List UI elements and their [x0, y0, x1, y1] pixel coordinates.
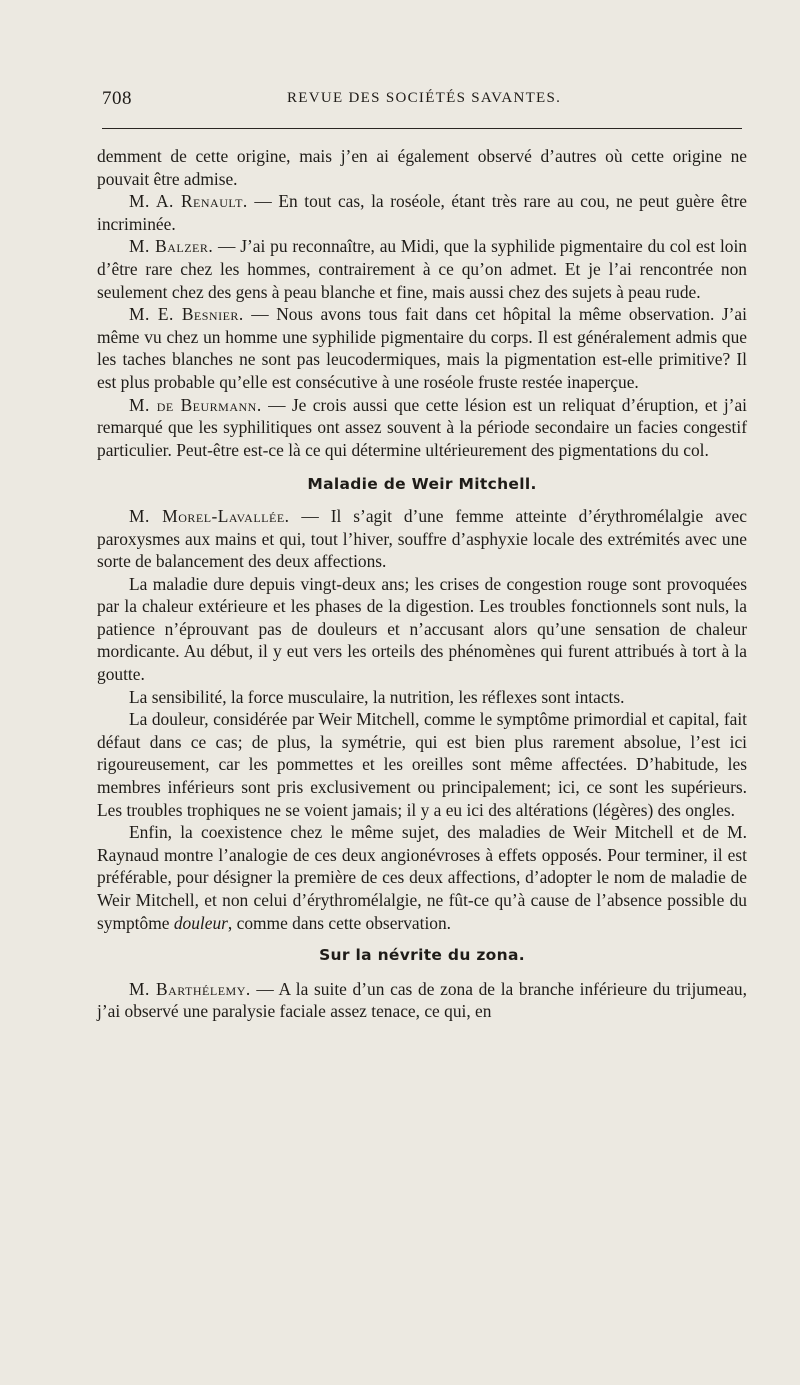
- paragraph-text: — A la suite d’un cas de zona de la branche inférieure du trijumeau, j’ai observé une paralysie faciale assez tenace, ce qui, en: [97, 978, 747, 1022]
- article-body: [97, 145, 747, 1023]
- speaker-name: M. Barthélemy.: [129, 978, 251, 999]
- header-rule: [102, 128, 742, 129]
- paragraph-text: — Je crois aussi que cette lésion est un reliquat d’éruption, et j’ai remarqué que les syphilitiques ont assez souvent à la période secondaire un facies congestif particulier. Peut-être est-ce là ce qui détermine ultérieurement des pigmentations du col.: [97, 394, 747, 460]
- page-header: [102, 88, 742, 112]
- paragraph: [97, 821, 747, 934]
- page-number: 708: [102, 88, 132, 109]
- section-spacer: [97, 967, 747, 978]
- paragraph-text: , comme dans cette observation.: [227, 912, 452, 933]
- paragraph-text: — En tout cas, la roséole, étant très rare au cou, ne peut guère être incriminée.: [97, 191, 747, 234]
- paragraph-text: Enfin, la coexistence chez le même sujet, des maladies de Weir Mitchell et de M. Raynaud montre l’analogie de ces deux angionévroses à effets opposés. Pour terminer, il est préférable, pour désigner la première de ces deux affections, d’adopter le nom de maladie de Weir Mitchell, et non celui d’érythromélalgie, ne fût-ce qu’à cause de l’absence possible du symptôme: [97, 822, 747, 933]
- paragraph-text: — J’ai pu reconnaître, au Midi, que la syphilide pigmentaire du col est loin d’être rare chez les hommes, contrairement à ce qu’on admet. Et je l’ai rencontrée non seulement chez des gens à peau blanche et fine, mais aussi chez des sujets à peau rude.: [97, 236, 748, 302]
- paragraph: La douleur, considérée par Weir Mitchell, comme le symptôme primordial et capital, fait défaut dans ce cas; de plus, la symétrie, qui est bien plus rarement absolue, l’est ici rigoureusement, car les pommettes et les oreilles sont même affectées. D’habitude, les membres inférieurs sont pris exclusivement ou principalement; ici, ce sont les supérieurs. Les troubles trophiques ne se voient jamais; il y a eu ici des altérations (légères) des ongles.: [97, 709, 747, 820]
- section-spacer: [97, 934, 747, 944]
- paragraph: La maladie dure depuis vingt-deux ans; les crises de congestion rouge sont provoquées par la chaleur extérieure et les phases de la digestion. Les troubles fonctionnels sont nuls, la patience n’éprouvant pas de douleurs et n’accusant alors qu’une sensation de chaleur mordicante. Au début, il y eut vers les orteils des phénomènes qui furent attribués à tort à la goutte.: [97, 573, 747, 685]
- running-title: REVUE DES SOCIÉTÉS SAVANTES.: [287, 90, 562, 106]
- section-spacer: [97, 461, 747, 473]
- section-heading: Sur la névrite du zona.: [319, 946, 525, 965]
- paragraph: [97, 145, 747, 190]
- paragraph-text: demment de cette origine, mais j’en ai également observé d’autres où cette origine ne pouvait être admise.: [97, 146, 747, 189]
- paragraph: [97, 394, 747, 462]
- paragraph: [97, 190, 747, 235]
- italic-term: douleur: [173, 912, 228, 933]
- speaker-name: M. de Beurmann.: [129, 394, 262, 415]
- paragraph: La sensibilité, la force musculaire, la nutrition, les réflexes sont intacts.: [129, 686, 625, 707]
- paragraph: [97, 978, 747, 1023]
- paragraph-text: — Nous avons tous fait dans cet hôpital la même observation. J’ai même vu chez un homme une syphilide pigmentaire du corps. Il est généralement admis que les taches blanches ne sont pas leucodermiques, mais la pigmentation est-elle primitive? Il est plus probable qu’elle est consécutive à une roséole fruste restée inaperçue.: [97, 304, 747, 392]
- speaker-name: M. Morel-Lavallée.: [129, 505, 290, 526]
- speaker-name: M. E. Besnier.: [129, 304, 244, 325]
- speaker-name: M. A. Renault.: [129, 191, 248, 212]
- section-heading: Maladie de Weir Mitchell.: [307, 475, 537, 494]
- paragraph: [97, 303, 747, 393]
- paragraph: [97, 505, 747, 573]
- section-spacer: [97, 496, 747, 505]
- paragraph-text: — Il s’agit d’une femme atteinte d’érythromélalgie avec paroxysmes aux mains et qui, tout l’hiver, souffre d’asphyxie locale des extrémités avec une sorte de balancement des deux affections.: [97, 505, 747, 572]
- speaker-name: M. Balzer.: [129, 236, 214, 257]
- paragraph: [97, 235, 747, 303]
